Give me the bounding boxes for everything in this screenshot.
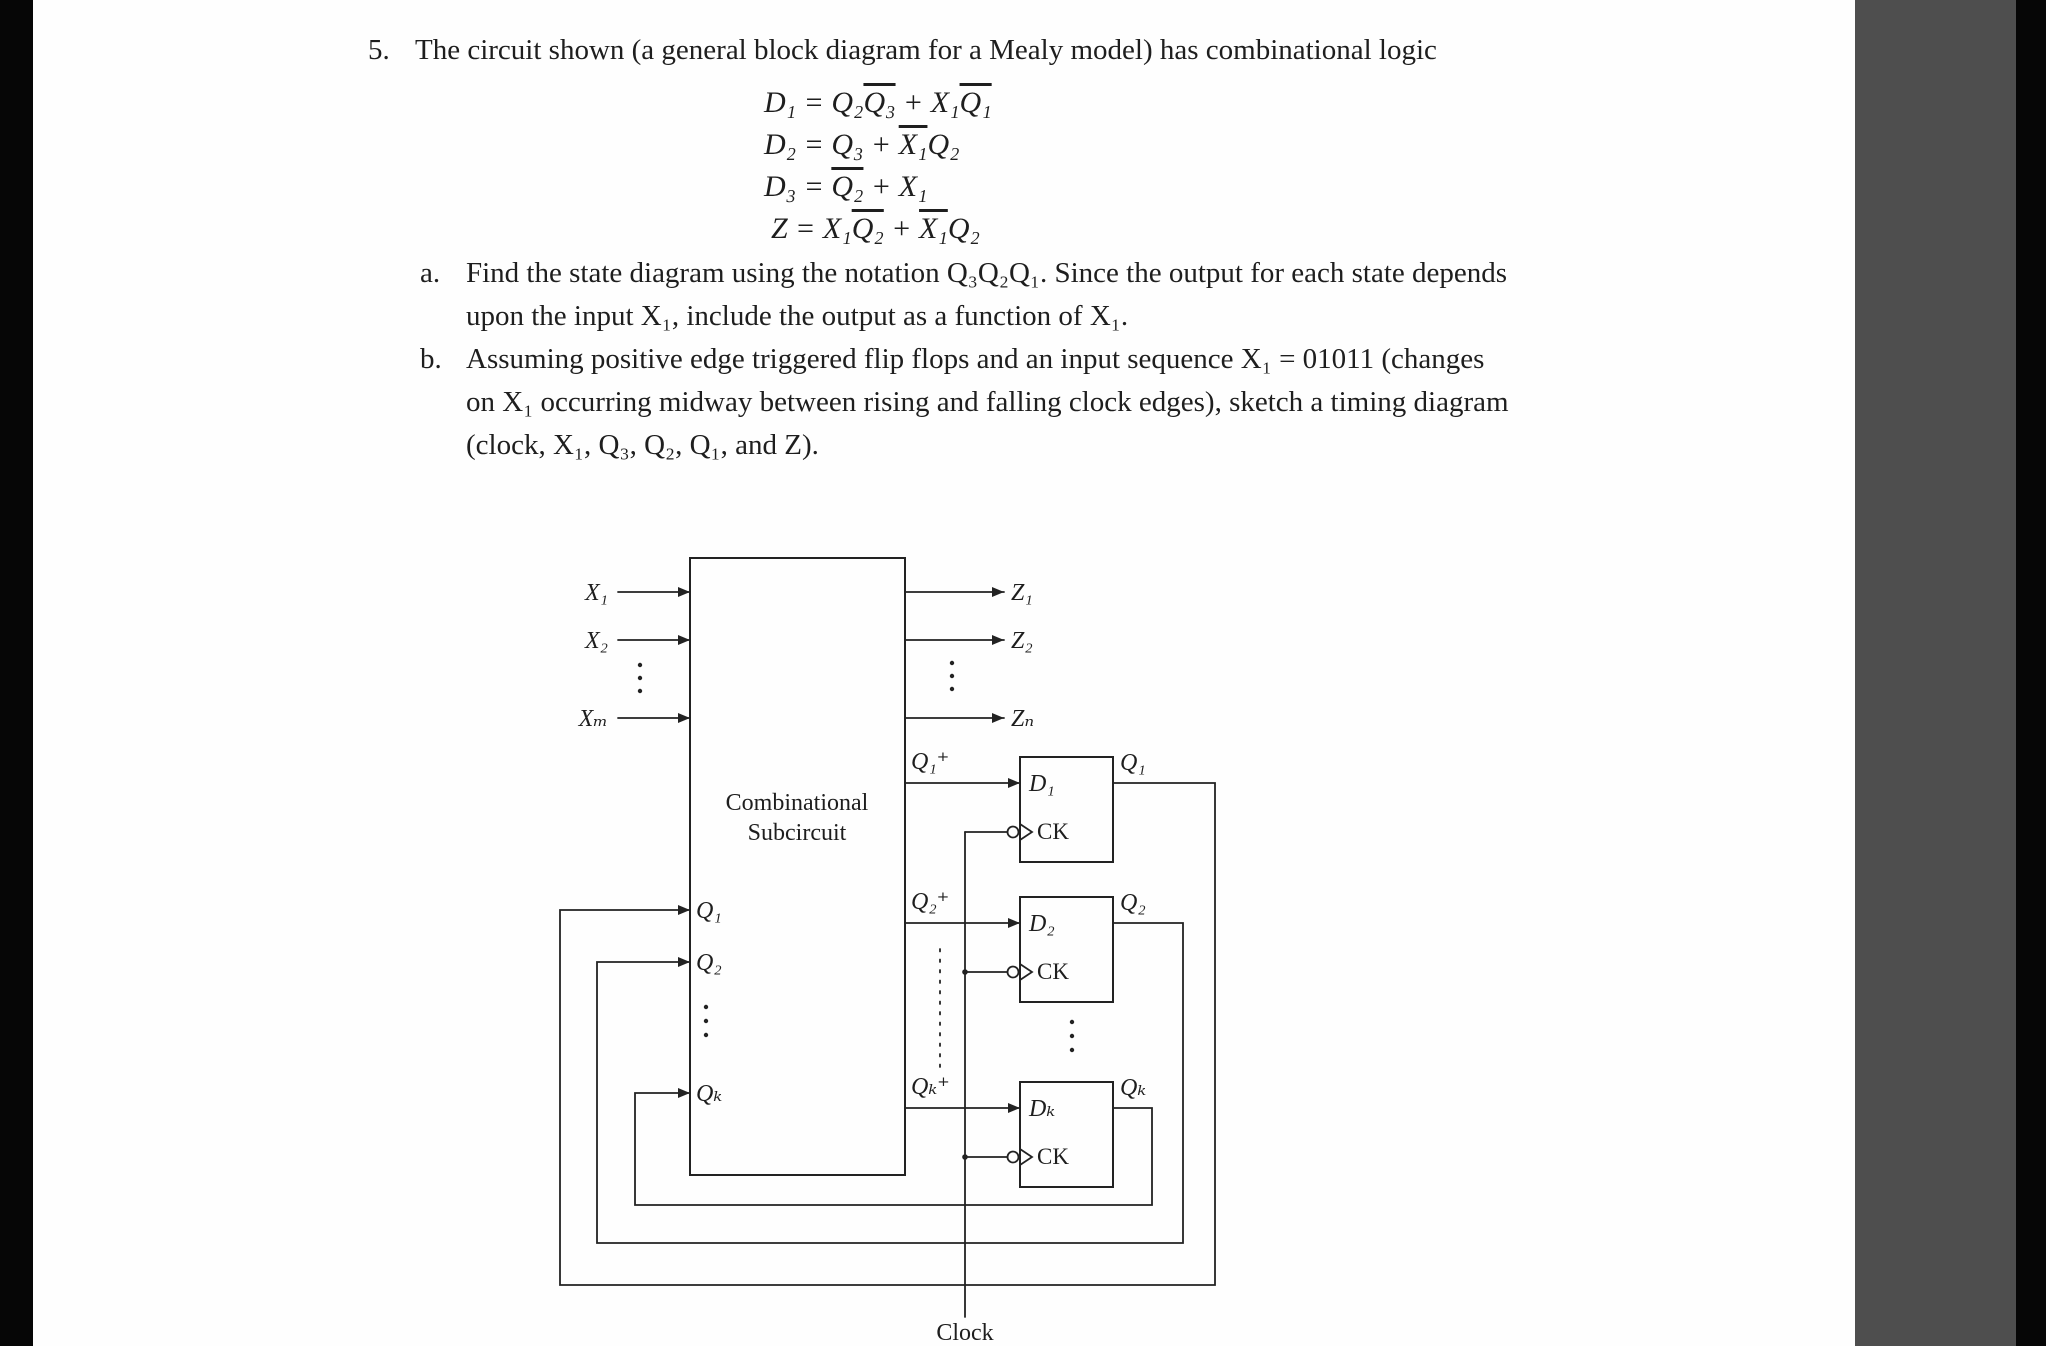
ck-triangle-ff1 [1020,824,1032,840]
block-label-line1: Combinational [725,790,869,816]
output-ellipsis-dots [950,661,954,691]
ffk-d-label: Dₖ [1029,1096,1056,1122]
output-wires [905,592,1004,718]
item-b-line1: Assuming positive edge triggered flip flops and an input sequence X₁ = 01011 (changes [466,343,1485,375]
item-b-label: b. [420,343,442,375]
item-b-text [466,338,1509,467]
next-state-label-qkplus: Qₖ⁺ [911,1074,950,1100]
ffk-ck-label: CK [1037,1144,1069,1169]
item-a [420,252,1507,338]
clock-label: Clock [936,1320,994,1346]
input-ellipsis-dots [638,663,642,693]
output-label-zn: Zₙ [1011,706,1035,732]
state-input-label-qk: Qₖ [696,1081,723,1107]
ff1-q-label: Q₁ [1120,750,1146,776]
combinational-subcircuit-box [690,558,905,1175]
document-page [33,0,1855,1346]
equation-block [764,82,992,250]
ff2-d-label: D₂ [1029,911,1055,937]
item-a-line2: upon the input X₁, include the output as a function of X₁. [466,300,1129,332]
ffk-q-label: Qₖ [1120,1075,1147,1101]
item-a-text [466,252,1507,338]
ff1-d-label: D₁ [1029,771,1055,797]
block-label-line2: Subcircuit [747,820,847,846]
ff2-ck-label: CK [1037,959,1069,984]
input-wires [618,592,690,718]
ck-bubble-ff1 [1008,827,1019,838]
output-label-z2: Z₂ [1011,628,1033,654]
input-label-xm: Xₘ [578,706,608,732]
item-b-line3: (clock, X₁, Q₃, Q₂, Q₁, and Z). [466,429,819,461]
ck-bubble-ff2 [1008,967,1019,978]
left-black-bar [0,0,33,1346]
next-state-label-q2plus: Q₂⁺ [911,889,950,915]
equation-d1: D₁ = Q₂Q₃ + X₁Q₁ [764,86,992,119]
item-a-line1: Find the state diagram using the notation Q₃Q₂Q₁. Since the output for each state depends [466,257,1508,289]
right-black-bar [2016,0,2046,1346]
ck-triangle-ffk [1020,1149,1032,1165]
clock-junction-dot-1 [962,969,968,975]
state-input-ellipsis-dots [704,1005,708,1037]
input-label-x1: X₁ [584,580,608,606]
problem-intro: The circuit shown (a general block diagram for a Mealy model) has combinational logic [415,34,1437,66]
circuit-diagram [540,545,1260,1346]
flipflop-ellipsis-dots [1070,1020,1074,1052]
equation-d3: D₃ = Q₂ + X₁ [764,170,928,203]
item-b-line2: on X₁ occurring midway between rising and falling clock edges), sketch a timing diagram [466,386,1509,418]
ck-triangle-ff2 [1020,964,1032,980]
next-state-label-q1plus: Q₁⁺ [911,749,950,775]
input-label-x2: X₂ [584,628,608,654]
output-label-z1: Z₁ [1011,580,1033,606]
item-a-label: a. [420,257,441,289]
feedback-wires [560,783,1215,1285]
ff1-ck-label: CK [1037,819,1069,844]
equation-z: Z = X₁Q₂ + X₁Q₂ [771,212,980,245]
state-input-label-q2: Q₂ [696,950,722,976]
clock-junction-dot-2 [962,1154,968,1160]
equation-d2: D₂ = Q₃ + X₁Q₂ [764,128,960,161]
feedback-loop-qk [635,1093,1152,1205]
problem-number: 5. [368,34,390,66]
item-b [420,338,1509,467]
problem-title [368,34,1437,67]
ck-bubble-ffk [1008,1152,1019,1163]
state-input-label-q1: Q₁ [696,898,722,924]
ff2-q-label: Q₂ [1120,890,1146,916]
feedback-loop-q1 [560,783,1215,1285]
